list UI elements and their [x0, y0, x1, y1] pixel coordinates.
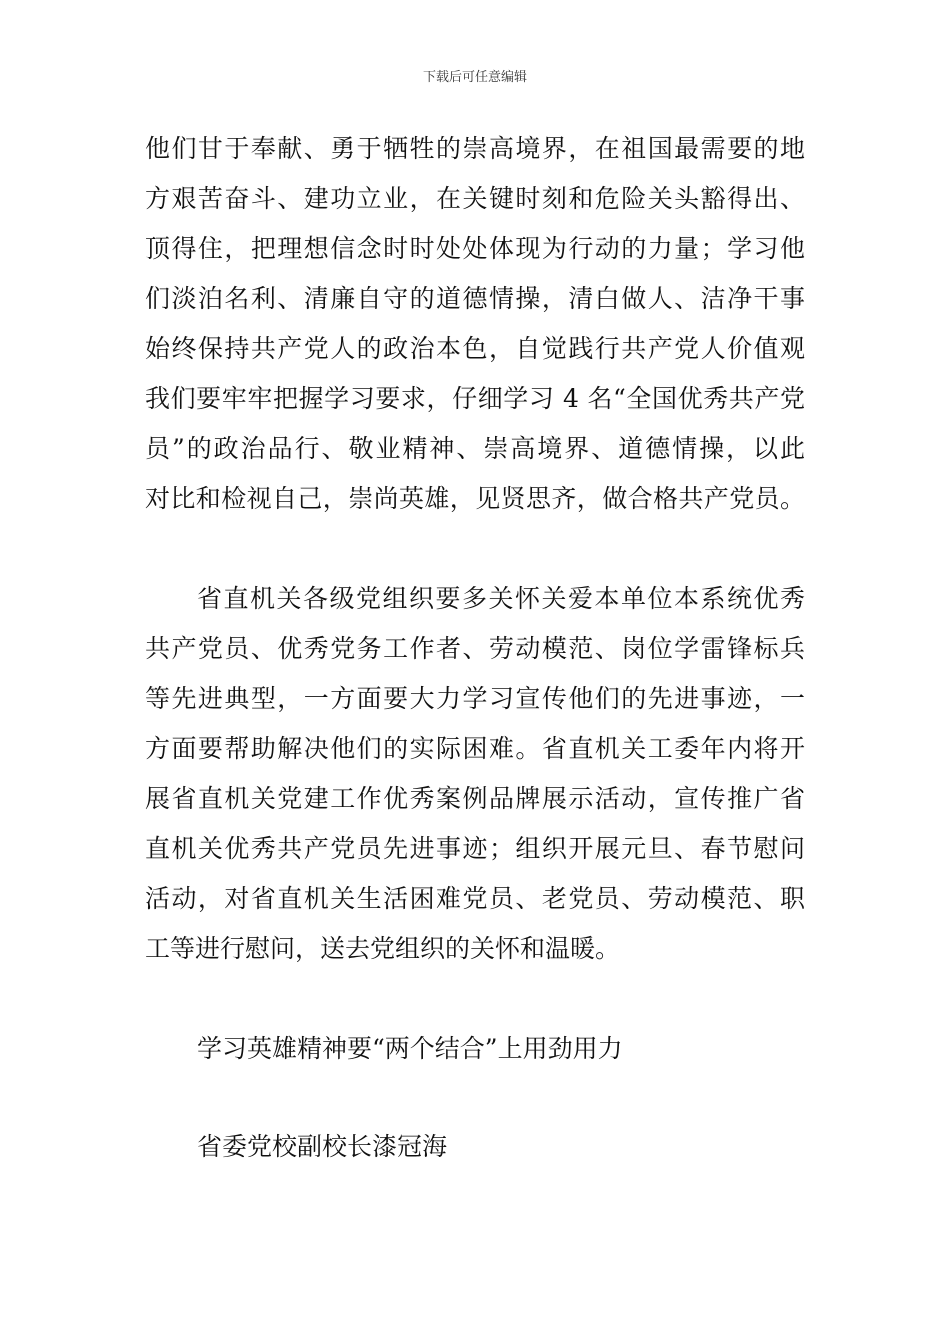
paragraph-2-line-6: 直机关优秀共产党员先进事迹；组织开展元旦、春节慰问 [145, 834, 805, 863]
page-header: 下载后可任意编辑 [422, 70, 527, 85]
paragraph-1-line-1: 他们甘于奉献、勇于牺牲的崇高境界，在祖国最需要的地 [145, 134, 805, 163]
paragraph-2-line-4: 方面要帮助解决他们的实际困难。省直机关工委年内将开 [145, 734, 805, 763]
paragraph-2-line-5: 展省直机关党建工作优秀案例品牌展示活动，宣传推广省 [145, 784, 805, 813]
paragraph-1-line-6: 我们要牢牢把握学习要求，仔细学习 4 名“全国优秀共产党 [145, 384, 805, 413]
author-line: 省委党校副校长漆冠海 [197, 1132, 448, 1161]
paragraph-1-line-7: 员”的政治品行、敬业精神、崇高境界、道德情操，以此 [145, 434, 805, 463]
paragraph-1-line-2: 方艰苦奋斗、建功立业，在关键时刻和危险关头豁得出、 [145, 184, 805, 213]
section-title: 学习英雄精神要“两个结合”上用劲用力 [197, 1034, 623, 1063]
paragraph-1-line-4: 们淡泊名利、清廉自守的道德情操，清白做人、洁净干事 [145, 284, 805, 313]
paragraph-2-line-1: 省直机关各级党组织要多关怀关爱本单位本系统优秀 [197, 584, 805, 613]
paragraph-1-line-3: 顶得住，把理想信念时时处处体现为行动的力量；学习他 [145, 234, 805, 263]
paragraph-2-line-8: 工等进行慰问，送去党组织的关怀和温暖。 [145, 934, 621, 963]
paragraph-2-line-2: 共产党员、优秀党务工作者、劳动模范、岗位学雷锋标兵 [145, 634, 805, 663]
paragraph-1-line-5: 始终保持共产党人的政治本色，自觉践行共产党人价值观 [145, 334, 805, 363]
paragraph-2-line-3: 等先进典型，一方面要大力学习宣传他们的先进事迹，一 [145, 684, 805, 713]
paragraph-2-line-7: 活动，对省直机关生活困难党员、老党员、劳动模范、职 [145, 884, 805, 913]
paragraph-1-line-8: 对比和检视自己，崇尚英雄，见贤思齐，做合格共产党员。 [145, 484, 805, 513]
